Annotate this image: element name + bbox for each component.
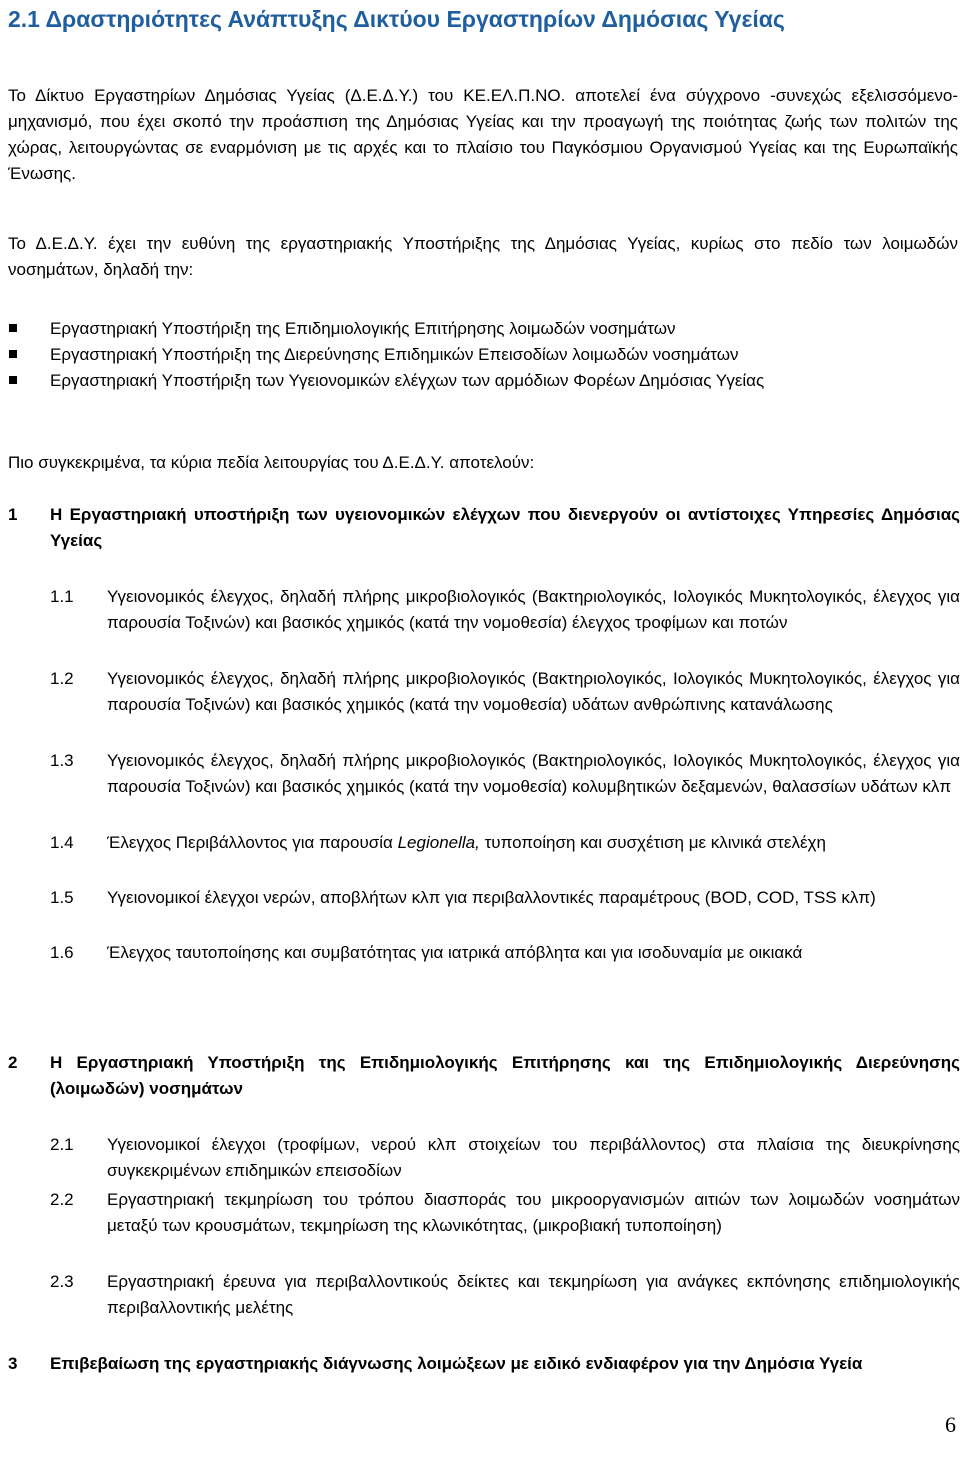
subsection-text: Υγειονομικός έλεγχος, δηλαδή πλήρης μικροβιολογικός (Βακτηριολογικός, Ιολογικός Μυκητολογικός, έλεγχος για παρουσία Τοξινών) και βασικός χημικός (κατά την νομοθεσία) υδάτων ανθρώπινης κατανάλωσης [107,669,960,714]
subsection-1-4 [50,830,960,856]
square-bullet-icon [9,376,17,384]
subsection-text: Εργαστηριακή έρευνα για περιβαλλοντικούς δείκτες και τεκμηρίωση για ανάγκες εκπόνησης επιδημιολογικής περιβαλλοντικής μελέτης [107,1272,960,1317]
section-title: Η Εργαστηριακή Υποστήριξη της Επιδημιολογικής Επιτήρησης και της Επιδημιολογικής Διερεύνησης (λοιμωδών) νοσημάτων [50,1053,960,1098]
subsection-1-6 [50,940,960,966]
organism-name: Legionella, [397,833,480,852]
section-number: 1 [8,505,18,524]
subsection-number: 2.3 [50,1272,74,1291]
section-3 [8,1351,960,1377]
subsection-1-5 [50,885,960,911]
subsection-1-3 [50,748,960,800]
section-title: Η Εργαστηριακή υποστήριξη των υγειονομικών ελέγχων που διενεργούν οι αντίστοιχες Υπηρεσίες Δημόσιας Υγείας [50,505,960,550]
subsection-number: 2.2 [50,1190,74,1209]
subsection-text: Υγειονομικός έλεγχος, δηλαδή πλήρης μικροβιολογικός (Βακτηριολογικός, Ιολογικός Μυκητολογικός, έλεγχος για παρουσία Τοξινών) και βασικός χημικός (κατά την νομοθεσία) έλεγχος τροφίμων και ποτών [107,587,960,632]
intro-paragraph: Το Δίκτυο Εργαστηρίων Δημόσιας Υγείας (Δ.Ε.Δ.Υ.) του ΚΕ.ΕΛ.Π.ΝΟ. αποτελεί ένα σύγχρονο -συνεχώς εξελισσόμενο- μηχανισμό, που έχει σκοπό την προάσπιση της Δημόσιας Υγείας και την προαγωγή της ποιότητας ζωής των πολιτών της χώρας, λειτουργώντας σε εναρμόνιση με τις αρχές και το πλαίσιο του Παγκόσμιου Οργανισμού Υγείας και της Ευρωπαϊκής Ένωσης. [8,86,958,183]
support-bullet-list [8,316,764,394]
square-bullet-icon [9,324,17,332]
subsection-2-3 [50,1269,960,1321]
section-heading: 2.1 Δραστηριότητες Ανάπτυξης Δικτύου Εργαστηρίων Δημόσιας Υγείας [8,6,785,32]
subsection-text: Υγειονομικοί έλεγχοι (τροφίμων, νερού κλπ στοιχείων του περιβάλλοντος) στα πλαίσια της διευκρίνησης συγκεκριμένων επιδημικών επεισοδίων [107,1135,960,1180]
subsection-text: Έλεγχος Περιβάλλοντος για παρουσία Legionella, τυποποίηση και συσχέτιση με κλινικά στελέχη [107,833,826,852]
section-title: Επιβεβαίωση της εργαστηριακής διάγνωσης λοιμώξεων με ειδικό ενδιαφέρον για την Δημόσια Υγεία [50,1354,863,1373]
section-2 [8,1050,960,1102]
list-item: Εργαστηριακή Υποστήριξη της Επιδημιολογικής Επιτήρησης λοιμωδών νοσημάτων [8,316,764,342]
section-number: 3 [8,1354,18,1373]
subsection-2-2 [50,1187,960,1239]
subsection-text: Υγειονομικός έλεγχος, δηλαδή πλήρης μικροβιολογικός (Βακτηριολογικός, Ιολογικός Μυκητολογικός, έλεγχος για παρουσία Τοξινών) και βασικός χημικός (κατά την νομοθεσία) κολυμβητικών δεξαμενών, θαλασσίων υδάτων κλπ [107,751,960,796]
subsection-number: 1.3 [50,751,74,770]
fields-intro: Πιο συγκεκριμένα, τα κύρια πεδία λειτουργίας του Δ.Ε.Δ.Υ. αποτελούν: [8,453,535,472]
subsection-text: Εργαστηριακή τεκμηρίωση του τρόπου διασποράς του μικροοργανισμών αιτιών των λοιμωδών νοσημάτων μεταξύ των κρουσμάτων, τεκμηρίωση της κλωνικότητας, (μικροβιακή τυποποίηση) [107,1190,960,1235]
subsection-text: Έλεγχος ταυτοποίησης και συμβατότητας για ιατρικά απόβλητα και για ισοδυναμία με οικιακά [107,943,803,962]
page-number: 6 [945,1412,956,1437]
list-item: Εργαστηριακή Υποστήριξη της Διερεύνησης Επιδημικών Επεισοδίων λοιμωδών νοσημάτων [8,342,764,368]
section-number: 2 [8,1053,18,1072]
subsection-1-1 [50,584,960,636]
section-1 [8,502,960,554]
subsection-2-1 [50,1132,960,1184]
square-bullet-icon [9,350,17,358]
subsection-number: 1.1 [50,587,74,606]
list-item: Εργαστηριακή Υποστήριξη των Υγειονομικών ελέγχων των αρμόδιων Φορέων Δημόσιας Υγείας [8,368,764,394]
subsection-number: 2.1 [50,1135,74,1154]
subsection-text: Υγειονομικοί έλεγχοι νερών, αποβλήτων κλπ για περιβαλλοντικές παραμέτρους (BOD, COD, TSS κλπ) [107,888,876,907]
subsection-number: 1.4 [50,833,74,852]
subsection-number: 1.5 [50,888,74,907]
subsection-number: 1.6 [50,943,74,962]
subsection-number: 1.2 [50,669,74,688]
responsibility-paragraph: Το Δ.Ε.Δ.Υ. έχει την ευθύνη της εργαστηριακής Υποστήριξης της Δημόσιας Υγείας, κυρίως στο πεδίο των λοιμωδών νοσημάτων, δηλαδή την: [8,234,958,279]
subsection-1-2 [50,666,960,718]
